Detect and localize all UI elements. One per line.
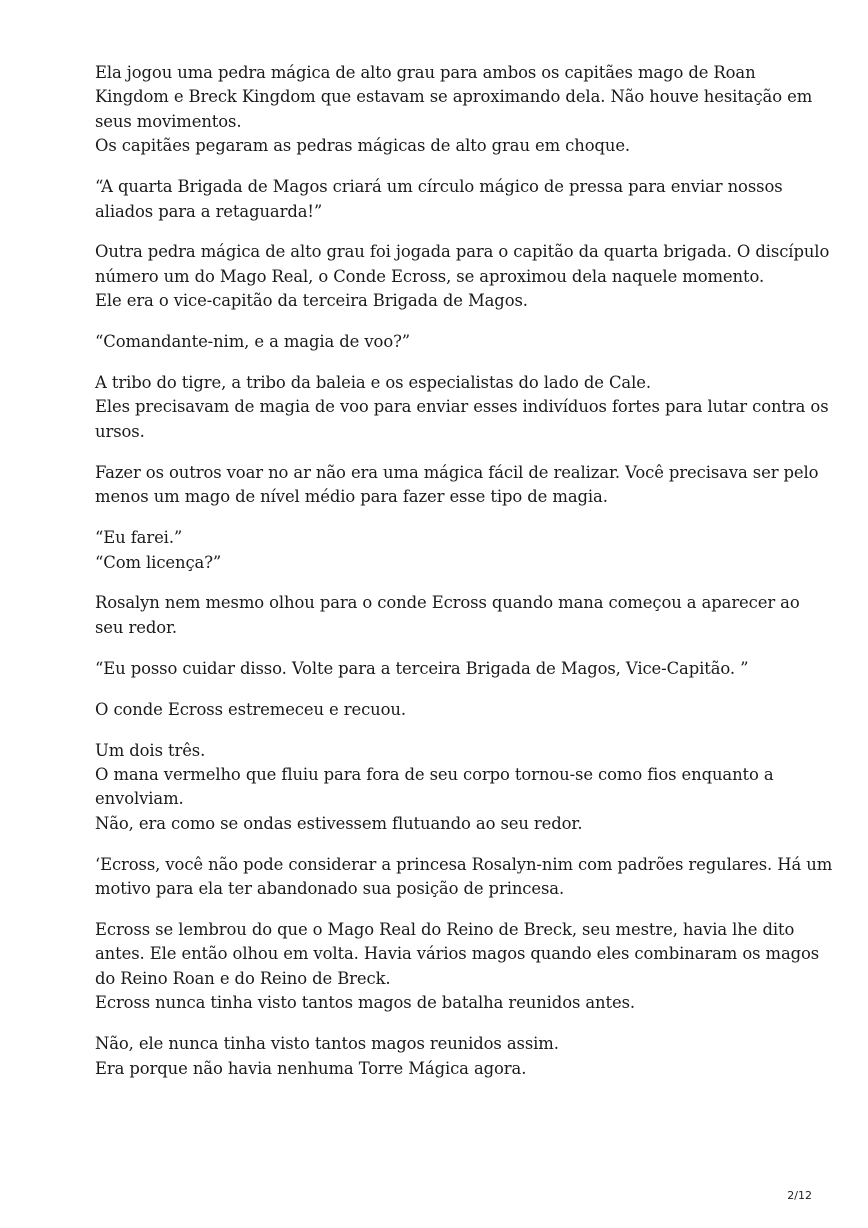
text-line: “Eu farei.” <box>95 528 183 548</box>
text-line: Era porque não havia nenhuma Torre Mágica agora. <box>95 1058 527 1078</box>
text-line: seu redor. <box>95 617 178 637</box>
text-line: Outra pedra mágica de alto grau foi jogada para o capitão da quarta brigada. O discípulo <box>95 242 830 262</box>
text-line: “Eu posso cuidar disso. Volte para a terceira Brigada de Magos, Vice-Capitão. ” <box>95 658 749 678</box>
text-line: O mana vermelho que fluiu para fora de seu corpo tornou-se como fios enquanto a <box>95 764 774 784</box>
text-line: Rosalyn nem mesmo olhou para o conde Ecross quando mana começou a aparecer ao <box>95 593 800 613</box>
text-line: aliados para a retaguarda!” <box>95 201 323 221</box>
document-body <box>95 61 833 1097</box>
text-line: Um dois três. <box>95 740 206 760</box>
paragraph <box>95 61 813 159</box>
paragraph <box>95 330 795 354</box>
text-line: “A quarta Brigada de Magos criará um círculo mágico de pressa para enviar nossos <box>95 177 783 197</box>
text-line: antes. Ele então olhou em volta. Havia vários magos quando eles combinaram os magos <box>95 944 820 964</box>
paragraph <box>95 371 829 444</box>
text-line: ursos. <box>95 421 145 441</box>
text-line: Ecross se lembrou do que o Mago Real do Reino de Breck, seu mestre, havia lhe dito <box>95 919 795 939</box>
text-line: Kingdom e Breck Kingdom que estavam se aproximando dela. Não houve hesitação em <box>95 87 813 107</box>
text-line: número um do Mago Real, o Conde Ecross, se aproximou dela naquele momento. <box>95 266 765 286</box>
text-line: “Com licença?” <box>95 552 222 572</box>
text-line: Ela jogou uma pedra mágica de alto grau para ambos os capitães mago de Roan <box>95 63 756 82</box>
paragraph <box>95 739 795 837</box>
page-number: 2/12 <box>787 1189 812 1202</box>
text-line: “Comandante-nim, e a magia de voo?” <box>95 332 411 352</box>
text-line: O conde Ecross estremeceu e recuou. <box>95 699 406 719</box>
text-line: envolviam. <box>95 789 184 809</box>
paragraph <box>95 240 830 313</box>
paragraph <box>95 853 833 902</box>
text-line: seus movimentos. <box>95 111 242 131</box>
text-line: Ele era o vice-capitão da terceira Brigada de Magos. <box>95 291 528 311</box>
paragraph <box>95 461 819 510</box>
paragraph <box>95 591 800 640</box>
text-line: Ecross nunca tinha visto tantos magos de batalha reunidos antes. <box>95 993 636 1013</box>
text-line: Eles precisavam de magia de voo para enviar esses indivíduos fortes para lutar contra os <box>95 397 829 417</box>
text-line: Não, era como se ondas estivessem flutuando ao seu redor. <box>95 813 583 833</box>
text-line: Os capitães pegaram as pedras mágicas de alto grau em choque. <box>95 136 631 156</box>
text-line: Fazer os outros voar no ar não era uma mágica fácil de realizar. Você precisava ser pelo <box>95 462 819 482</box>
text-line: Não, ele nunca tinha visto tantos magos reunidos assim. <box>95 1034 559 1054</box>
text-line: motivo para ela ter abandonado sua posição de princesa. <box>95 879 565 899</box>
text-line: ‘Ecross, você não pode considerar a princesa Rosalyn-nim com padrões regulares. Há um <box>95 854 833 874</box>
text-line: do Reino Roan e do Reino de Breck. <box>95 968 391 988</box>
paragraph <box>95 526 795 575</box>
paragraph <box>95 698 795 722</box>
paragraph <box>95 175 795 224</box>
paragraph <box>95 1032 795 1081</box>
text-line: menos um mago de nível médio para fazer esse tipo de magia. <box>95 487 608 507</box>
paragraph <box>95 657 795 681</box>
text-line: A tribo do tigre, a tribo da baleia e os especialistas do lado de Cale. <box>95 373 651 393</box>
paragraph <box>95 918 820 1016</box>
